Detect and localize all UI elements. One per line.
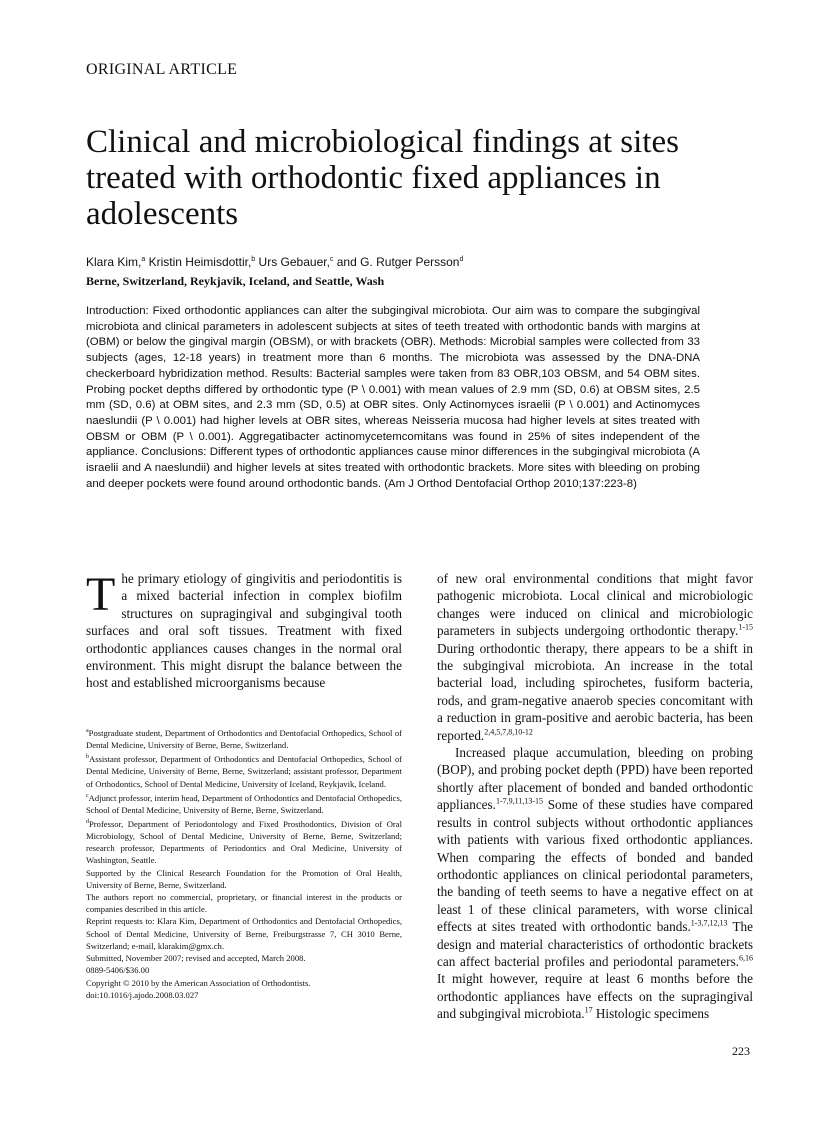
footnotes <box>86 725 402 1001</box>
intro-paragraph <box>86 570 402 692</box>
body-paragraph <box>437 744 753 1023</box>
author-name: and G. Rutger Persson <box>333 255 460 269</box>
author-sup: c <box>329 256 334 263</box>
author-list <box>86 255 463 269</box>
abstract-text: Introduction: Fixed orthodontic appliances can alter the subgingival microbiota. Our aim was to compare the subgingival microbiota and clinical parameters in adolescent subjects at sites of teeth treated with orthodontic bands with margins at (OBM) or below the gingival margin (OBSM), or with brackets (OBR). Methods: Microbial samples were collected from 33 subjects (ages, 12-18 years) in treatment more than 6 months. The microbiota was assessed by the DNA-DNA checkerboard hybridization method. Results: Bacterial samples were taken from 83 OBR,103 OBSM, and 54 OBM sites. Probing pocket depths differed by orthodontic type (P \ 0.001) with mean values of 2.9 mm (SD, 0.6) at OBSM sites, 2.5 mm (SD, 0.6) at OBM sites, and 2.3 mm (SD, 0.5) at OBR sites. Only Actinomyces israelii (P \ 0.001) and Actinomyces naeslundii (P \ 0.001) had higher levels at OBR sites, whereas Neisseria mucosa had higher levels at sites treated with OBSM or OBM (P \ 0.001). Aggregatibacter actinomycetemcomitans was found in 25% of sites independent of the appliance. Conclusions: Different types of orthodontic appliances cause minor differences in the subgingival microbiota (A israelii and A naeslundii) and higher levels at sites treated with orthodontic brackets. More sites with bleeding on probing and deeper pockets were found around orthodontic bands. (Am J Orthod Dentofacial Orthop 2010;137:223-8) <box>86 305 700 490</box>
body-left-column <box>86 570 402 692</box>
body-text: Some of these studies have compared results in control subjects without orthodontic appliances with patients with various fixed orthodontic appliances. When comparing the effects of bonded and banded orthodontic appliances on clinical periodontal parameters, the banding of teeth seems to have a negative effect on at least 1 of these clinical parameters, with worse clinical effects at sites treated with orthodontic bands. <box>437 797 753 935</box>
footnote-marker: d <box>86 819 89 825</box>
copyright-note: Copyright © 2010 by the American Association of Orthodontists. <box>86 977 311 988</box>
body-text: Histologic specimens <box>592 1006 710 1022</box>
citation-ref: 1-7,9,11,13-15 <box>495 796 543 806</box>
conflict-note: The authors report no commercial, proprietary, or financial interest in the products or companies described in this article. <box>86 892 402 915</box>
citation-ref: 17 <box>584 1005 593 1015</box>
reprint-note <box>86 915 402 952</box>
footnote-text: Adjunct professor, interim head, Department of Orthodontics and Dentofacial Orthopedics, School of Dental Medicine, University of Berne, Berne, Switzerland. <box>86 792 402 815</box>
body-text: Increased plaque accumulation, bleeding on probing (BOP), and probing pocket depth (PPD) have been reported shortly after placement of bonded and banded orthodontic appliances. <box>437 745 753 813</box>
intro-text: he primary etiology of gingivitis and periodontitis is a mixed bacterial infection in complex biofilm structures on supragingival and subgingival tooth surfaces and oral soft tissues. Treatment with fixed orthodontic appliances causes changes in the normal oral environment. This might disrupt the balance between the host and established microorganisms because <box>86 571 402 691</box>
author-name: Kristin Heimisdottir, <box>145 255 252 269</box>
body-paragraph-continued <box>437 570 753 744</box>
author-sup: b <box>251 256 256 263</box>
drop-cap: T <box>86 568 116 621</box>
citation-ref: 6,16 <box>739 953 753 963</box>
citation-ref: 1-15 <box>738 622 753 632</box>
email-link[interactable]: klarakim@gmx.ch <box>157 940 222 951</box>
footnote-marker: c <box>86 792 89 799</box>
author-name: Klara Kim, <box>86 255 142 269</box>
issn: 0889-5406/$36.00 <box>86 965 150 976</box>
citation-ref: 2,4,5,7,8,10-12 <box>484 727 533 737</box>
body-right-column <box>437 570 753 1023</box>
body-text: The design and material characteristics of orthodontic brackets can affect bacterial profiles and periodontal parameters. <box>437 919 754 969</box>
page-number: 223 <box>732 1044 750 1058</box>
footnote-marker: a <box>86 728 89 734</box>
author-affiliation: Berne, Switzerland, Reykjavik, Iceland, and Seattle, Wash <box>86 274 385 288</box>
funding-note: Supported by the Clinical Research Foundation for the Promotion of Oral Health, University of Berne, Berne, Switzerland. <box>86 867 402 890</box>
doi: doi:10.1016/j.ajodo.2008.03.027 <box>86 989 199 1000</box>
body-text: During orthodontic therapy, there appears to be a shift in the subgingival microbiota. An increase in the total bacterial load, including spirochetes, fusiform bacteria, rods, and gram-negative anaerob species concomitant with a reduction in gram-positive and aerobic bacteria, has been reported. <box>437 640 753 743</box>
footnote-c <box>86 790 402 816</box>
footnote-text: Postgraduate student, Department of Orthodontics and Dentofacial Orthopedics, School of Dental Medicine, University of Berne, Berne, Switzerland. <box>86 727 402 751</box>
footnote-marker: b <box>86 754 89 761</box>
body-text: of new oral environmental conditions that might favor pathogenic microbiota. Local clinical and microbiologic changes were induced on clinical and microbiologic parameters in subjects undergoing orthodontic therapy. <box>437 571 753 639</box>
author-sup: d <box>459 256 464 263</box>
reprint-end: . <box>221 940 224 951</box>
author-name: Urs Gebauer, <box>255 255 330 269</box>
author-sup: a <box>141 256 146 263</box>
citation-ref: 1-3,7,12,13 <box>690 918 728 928</box>
submission-note: Submitted, November 2007; revised and accepted, March 2008. <box>86 953 306 964</box>
abstract <box>86 304 700 492</box>
reprint-text: Reprint requests to: Klara Kim, Department of Orthodontics and Dentofacial Orthopedics, School of Dental Medicine, University of Berne, Freiburgstrasse 7, CH 3010 Berne, Switzerland; e-mail, <box>86 916 402 951</box>
article-title: Clinical and microbiological findings at sites treated with orthodontic fixed appliances in adolescents <box>86 124 679 232</box>
footnote-text: Professor, Department of Periodontology and Fixed Prosthodontics, Division of Oral Microbiology, School of Dental Medicine, University of Berne, Berne, Switzerland; research professor, Departments of Periodontics and Oral Medicine, University of Washington, Seattle. <box>86 818 402 866</box>
footnote-a <box>86 725 402 751</box>
body-text: It might however, require at least 6 months before the orthodontic appliances have effects on the supragingival and subgingival microbiota. <box>437 971 753 1022</box>
footnote-text: Assistant professor, Department of Orthodontics and Dentofacial Orthopedics, School of Dental Medicine, University of Berne, Berne, Switzerland; assistant professor, Department of Orthodontics, School of Dental Medicine, University of Iceland, Reykjavik, Iceland. <box>86 754 402 789</box>
footnote-d <box>86 816 402 867</box>
section-label: ORIGINAL ARTICLE <box>86 61 238 78</box>
footnote-b <box>86 751 402 789</box>
